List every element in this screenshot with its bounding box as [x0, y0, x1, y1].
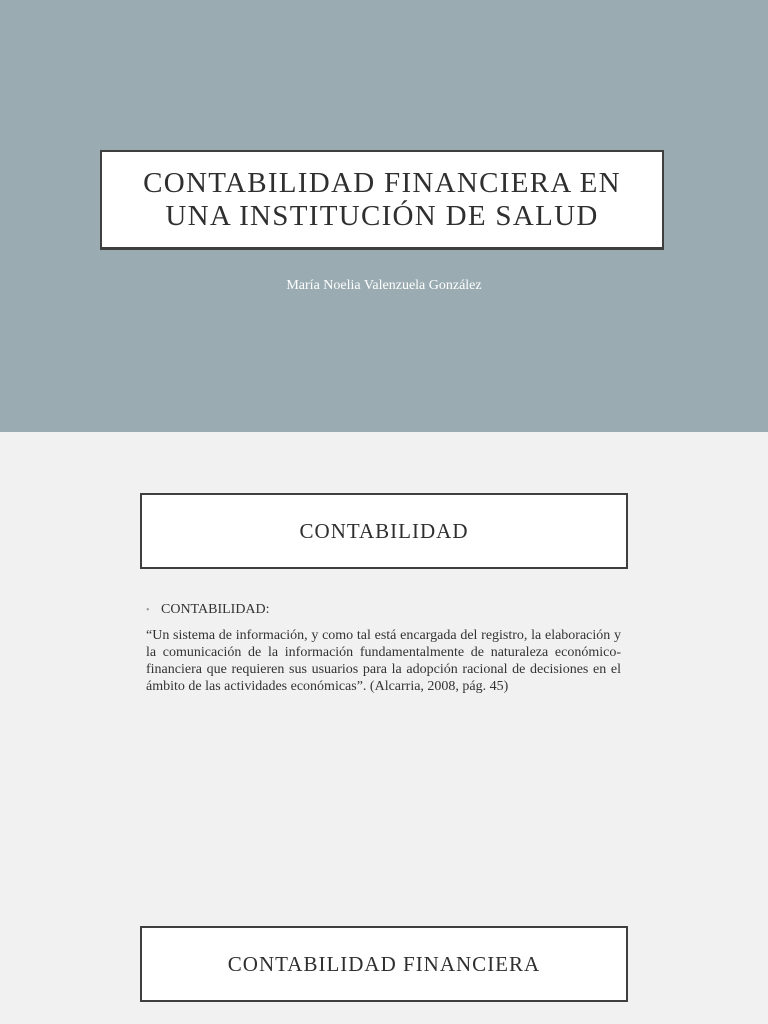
title-slide	[0, 0, 768, 432]
bullet-label: CONTABILIDAD:	[161, 602, 270, 617]
content-slide	[0, 432, 768, 1024]
section-heading: CONTABILIDAD	[299, 518, 469, 543]
bullet-item	[146, 602, 270, 618]
definition-quote: “Un sistema de información, y como tal está encargada del registro, la elaboración y la comunicación de la información fundamentalmente de naturaleza económico-financiera que requieren sus usuarios para la adopción racional de decisiones en el ámbito de las actividades económicas”. (Alcarria, 2008, pág. 45)	[146, 628, 621, 694]
next-section-heading: CONTABILIDAD FINANCIERA	[227, 951, 541, 976]
presentation-title: CONTABILIDAD FINANCIERA EN UNA INSTITUCIÓN DE SALUD	[143, 166, 621, 232]
title-box	[100, 150, 664, 250]
author-subtitle: María Noelia Valenzuela González	[286, 278, 482, 293]
bullet-icon: •	[146, 604, 150, 616]
section-heading-box	[140, 493, 628, 569]
next-section-heading-box	[140, 926, 628, 1002]
